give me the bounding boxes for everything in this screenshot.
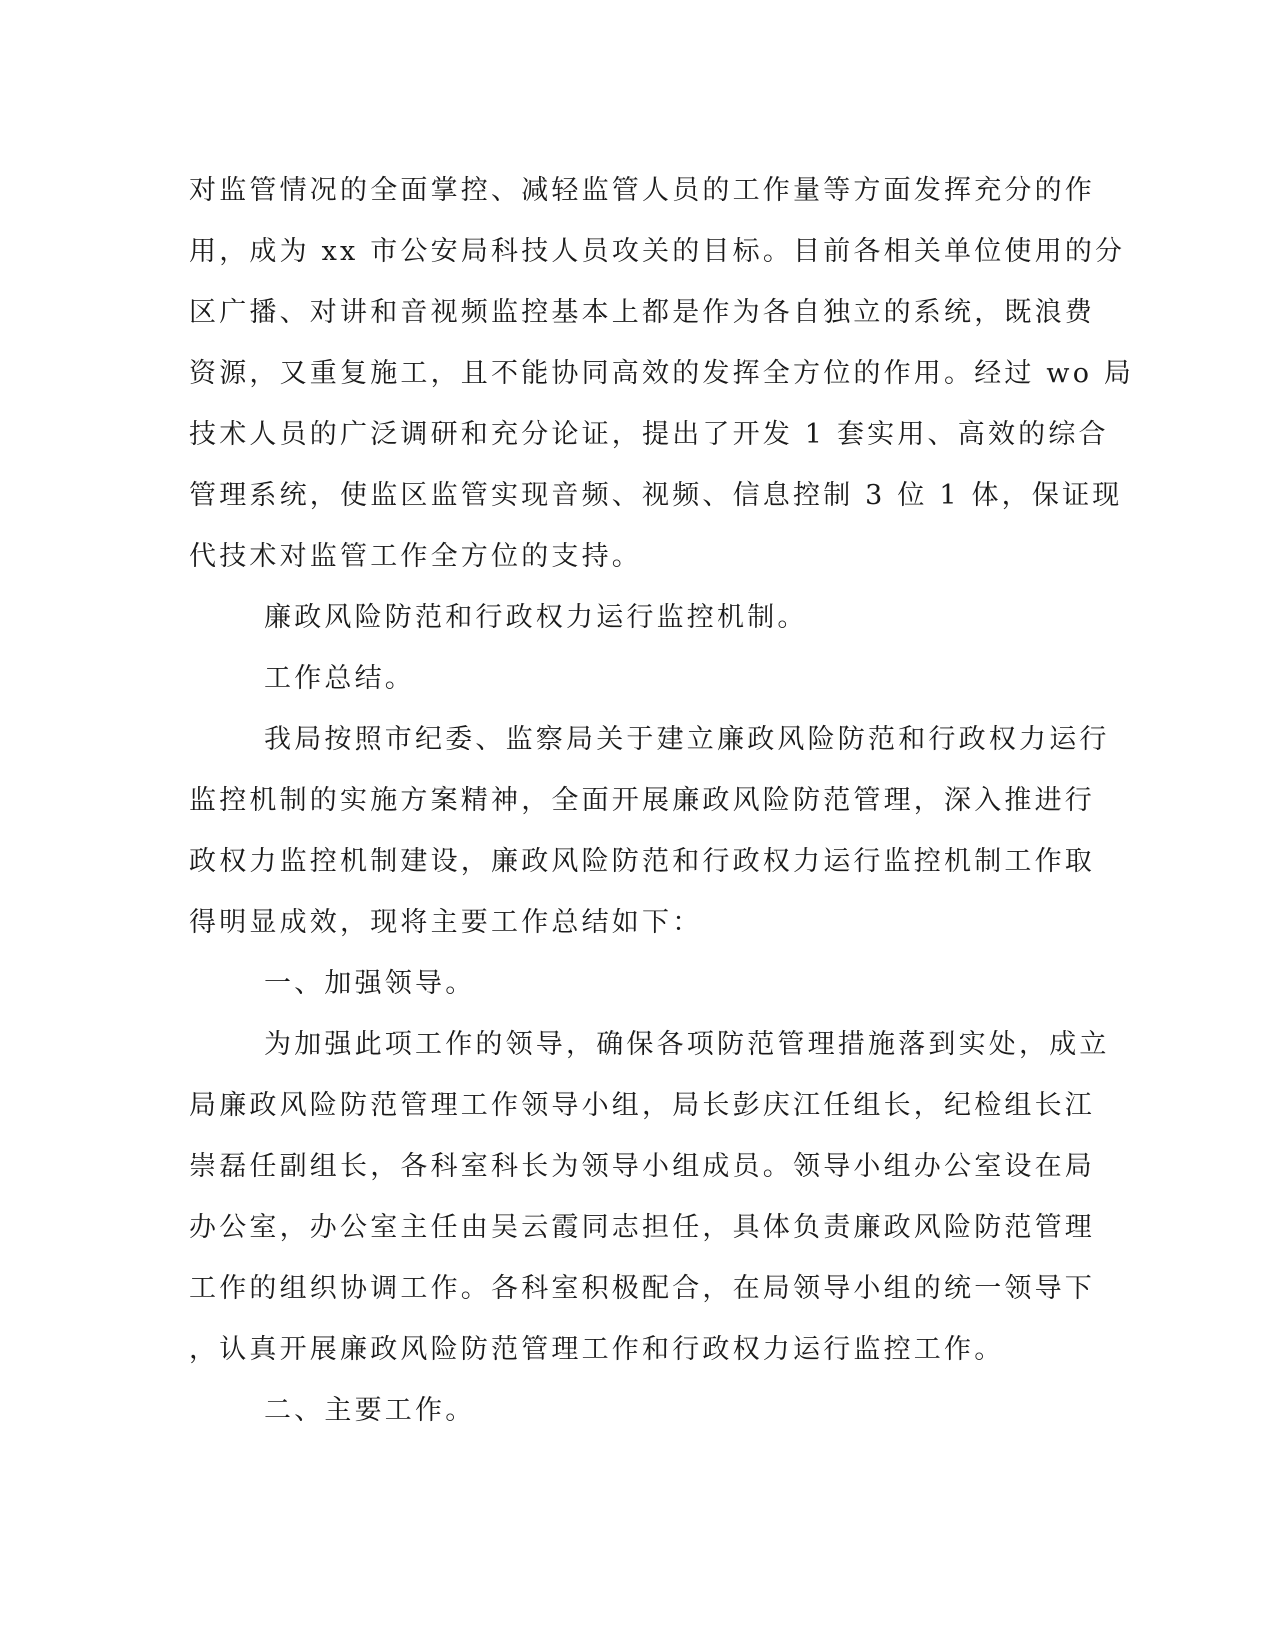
- text-line: 工作的组织协调工作。各科室积极配合，在局领导小组的统一领导下: [189, 1273, 1095, 1304]
- text-line: 资源，又重复施工，且不能协同高效的发挥全方位的作用。经过 wo 局: [189, 358, 1135, 389]
- text-line: 崇磊任副组长，各科室科长为领导小组成员。领导小组办公室设在局: [189, 1151, 1095, 1182]
- text-line: 用，成为 xx 市公安局科技人员攻关的目标。目前各相关单位使用的分: [189, 236, 1126, 267]
- paragraph-first-line: 我局按照市纪委、监察局关于建立廉政风险防范和行政权力运行: [264, 724, 1110, 755]
- text-line: 监控机制的实施方案精神，全面开展廉政风险防范管理，深入推进行: [189, 785, 1095, 816]
- text-line: 办公室，办公室主任由吴云霞同志担任，具体负责廉政风险防范管理: [189, 1212, 1095, 1243]
- heading-line: 廉政风险防范和行政权力运行监控机制。: [264, 602, 808, 633]
- text-line: 局廉政风险防范管理工作领导小组，局长彭庆江任组长，纪检组长江: [189, 1090, 1095, 1121]
- text-line: 区广播、对讲和音视频监控基本上都是作为各自独立的系统，既浪费: [189, 297, 1095, 328]
- text-line: 对监管情况的全面掌控、减轻监管人员的工作量等方面发挥充分的作: [189, 175, 1095, 206]
- text-line: 管理系统，使监区监管实现音频、视频、信息控制 3 位 1 体，保证现: [189, 480, 1123, 511]
- text-line: 代技术对监管工作全方位的支持。: [189, 541, 642, 572]
- heading-line: 工作总结。: [264, 663, 415, 694]
- text-line: 政权力监控机制建设，廉政风险防范和行政权力运行监控机制工作取: [189, 846, 1095, 877]
- paragraph-first-line: 为加强此项工作的领导，确保各项防范管理措施落到实处，成立: [264, 1029, 1110, 1060]
- text-line: ，认真开展廉政风险防范管理工作和行政权力运行监控工作。: [189, 1334, 1005, 1365]
- section-heading: 一、加强领导。: [264, 968, 476, 999]
- text-line: 技术人员的广泛调研和充分论证，提出了开发 1 套实用、高效的综合: [189, 419, 1109, 450]
- text-line: 得明显成效，现将主要工作总结如下：: [189, 907, 703, 938]
- document-body: [189, 160, 1135, 1441]
- section-heading: 二、主要工作。: [264, 1395, 476, 1426]
